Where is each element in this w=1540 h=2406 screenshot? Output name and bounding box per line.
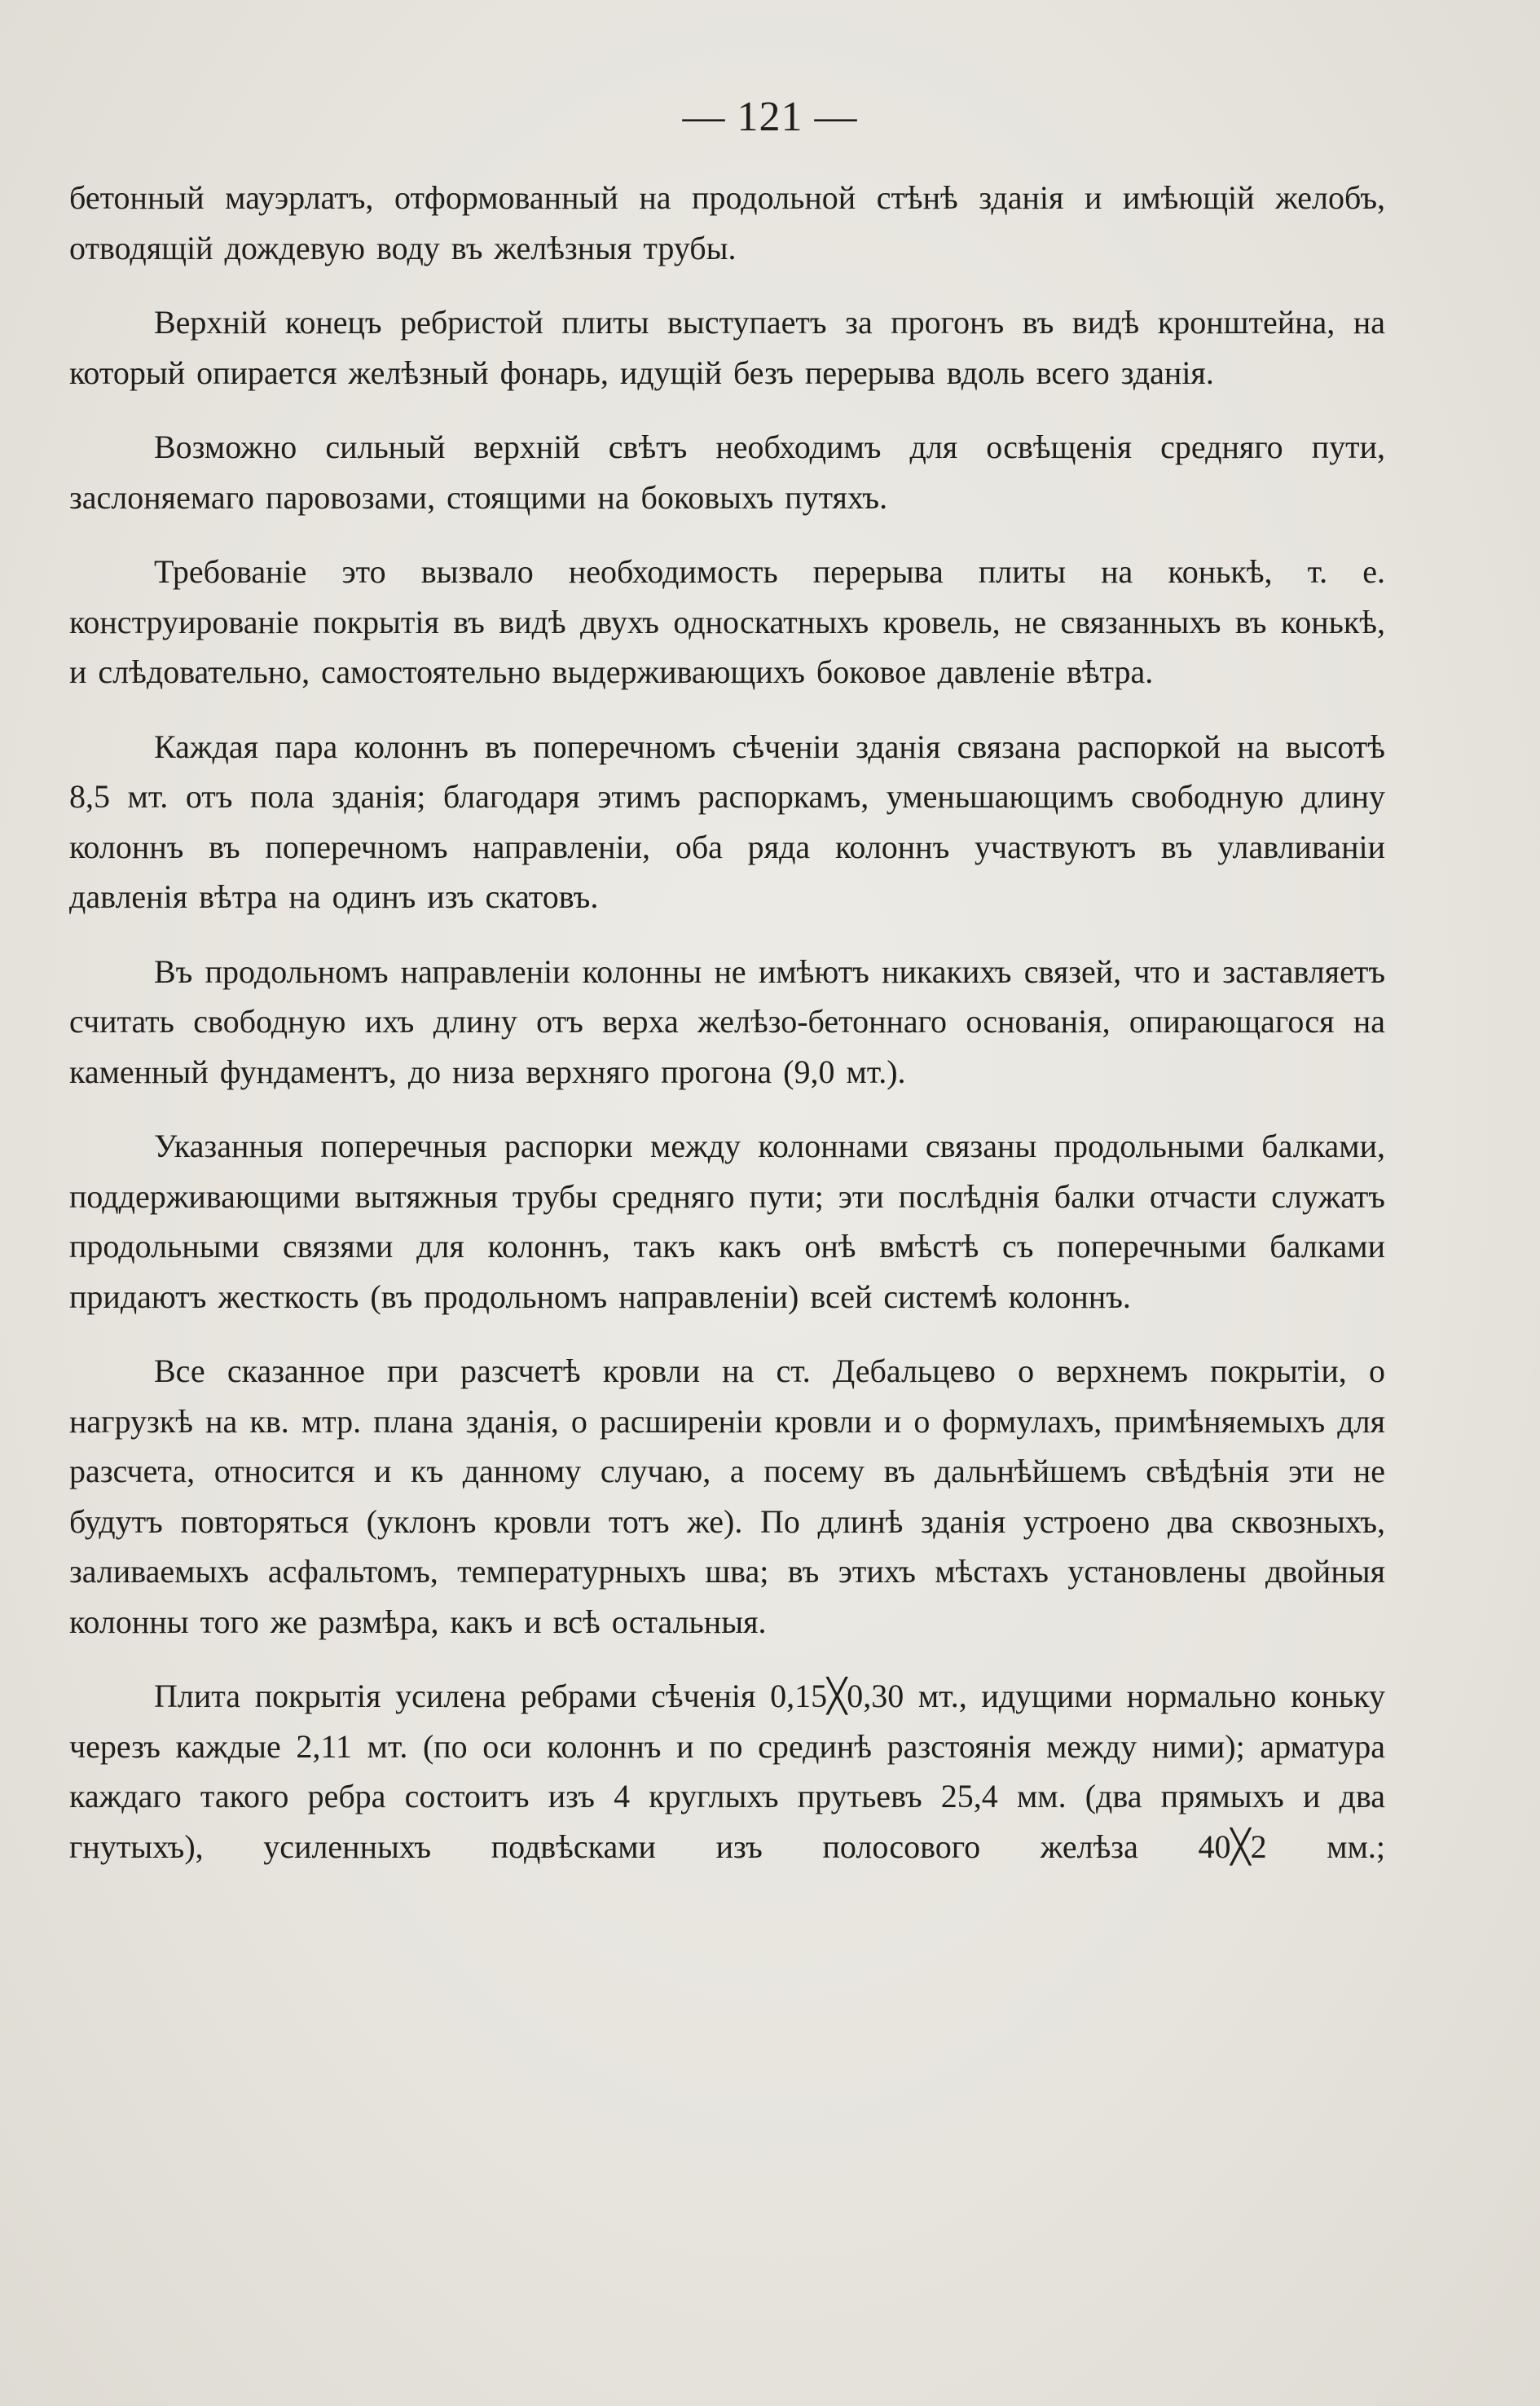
body-text	[69, 173, 1385, 1896]
paragraph-8: Все сказанное при разсчетѣ кровли на ст. Дебальцево о верхнемъ покрытіи, о нагрузкѣ на кв. мтр. плана зданія, о расширеніи кровли и о формулахъ, примѣняемыхъ для разсчета, относится и къ данному случаю, а посему въ дальнѣйшемъ свѣдѣнія эти не будутъ повторяться (уклонъ кровли тотъ же). По длинѣ зданія устроено два сквозныхъ, заливаемыхъ асфальтомъ, температурныхъ шва; въ этихъ мѣстахъ установлены двойныя колонны того же размѣра, какъ и всѣ остальныя.	[69, 1353, 1385, 1640]
paragraph-4: Требованіе это вызвало необходимость перерыва плиты на конькѣ, т. е. конструированіе покрытія въ видѣ двухъ односкатныхъ кровель, не связанныхъ въ конькѣ, и слѣдовательно, самостоятельно выдерживающихъ боковое давленіе вѣтра.	[69, 553, 1385, 690]
page-number: — 121 —	[682, 94, 858, 140]
paragraph-9: Плита покрытія усилена ребрами сѣченія 0,15╳0,30 мт., идущими нормально коньку черезъ каждые 2,11 мт. (по оси колоннъ и по срединѣ разстоянія между ними); арматура каждаго такого ребра состоитъ изъ 4 круглыхъ прутьевъ 25,4 мм. (два прямыхъ и два гнутыхъ), усиленныхъ подвѣсками изъ полосового желѣза 40╳2 мм.;	[69, 1678, 1385, 1865]
paragraph-5: Каждая пара колоннъ въ поперечномъ сѣченіи зданія связана распоркой на высотѣ 8,5 мт. отъ пола зданія; благодаря этимъ распоркамъ, уменьшающимъ свободную длину колоннъ въ поперечномъ направленіи, оба ряда колоннъ участвуютъ въ улавливаніи давленія вѣтра на одинъ изъ скатовъ.	[69, 728, 1385, 915]
paragraph-7: Указанныя поперечныя распорки между колоннами связаны продольными балками, поддерживающими вытяжныя трубы средняго пути; эти послѣднія балки отчасти служатъ продольными связями для колоннъ, такъ какъ онѣ вмѣстѣ съ поперечными балками придаютъ жесткость (въ продольномъ направленіи) всей системѣ колоннъ.	[69, 1128, 1385, 1315]
paragraph-3: Возможно сильный верхній свѣтъ необходимъ для освѣщенія средняго пути, заслоняемаго паровозами, стоящими на боковыхъ путяхъ.	[69, 429, 1385, 516]
paragraph-1: бетонный мауэрлатъ, отформованный на продольной стѣнѣ зданія и имѣющій желобъ, отводящій дождевую воду въ желѣзныя трубы.	[69, 179, 1385, 266]
paragraph-6: Въ продольномъ направленіи колонны не имѣютъ никакихъ связей, что и заставляетъ считать свободную ихъ длину отъ верха желѣзо-бетоннаго основанія, опирающагося на каменный фундаментъ, до низа верхняго прогона (9,0 мт.).	[69, 952, 1385, 1090]
paragraph-2: Верхній конецъ ребристой плиты выступаетъ за прогонъ въ видѣ кронштейна, на который опирается желѣзный фонарь, идущій безъ перерыва вдоль всего зданія.	[69, 304, 1385, 391]
